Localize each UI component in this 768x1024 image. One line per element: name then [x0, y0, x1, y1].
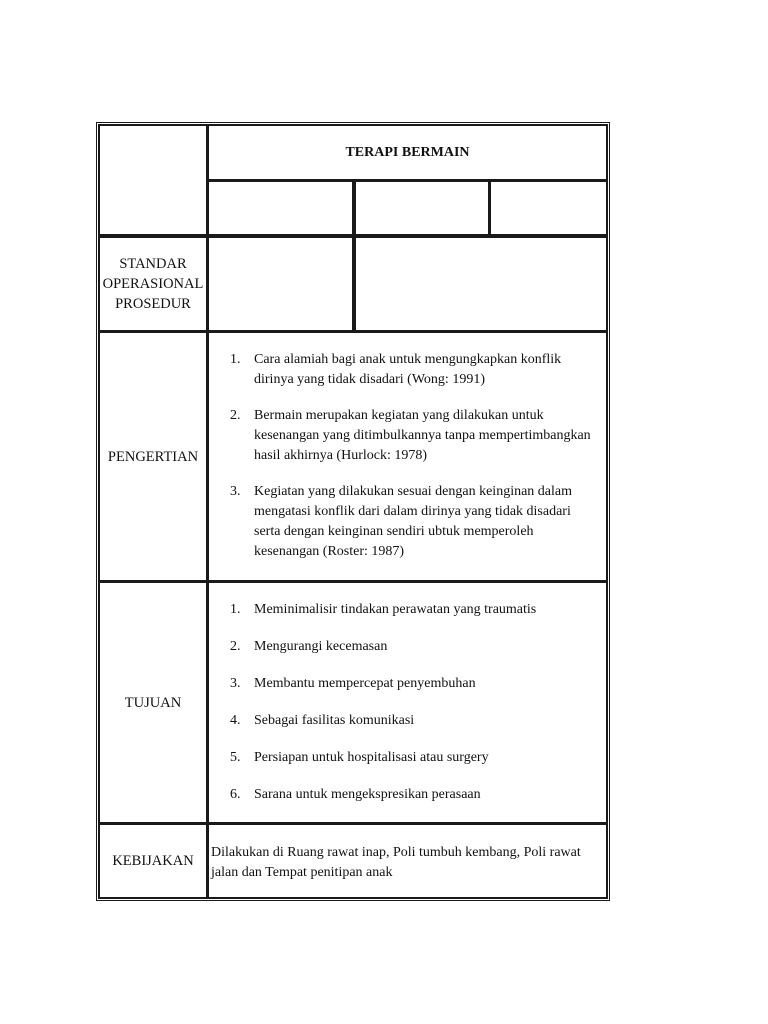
list-item [209, 482, 606, 562]
list-item [209, 748, 606, 768]
kebijakan-label: KEBIJAKAN [112, 853, 194, 869]
list-item [209, 637, 606, 657]
kebijakan-content-cell [207, 823, 608, 899]
pengertian-label-cell [98, 331, 208, 582]
list-line: dirinya yang tidak disadari (Wong: 1991) [254, 372, 485, 387]
list-line: kesenangan yang ditimbulkannya tanpa mempertimbangkan [254, 428, 591, 443]
doc-number-cell [207, 180, 354, 236]
list-item [209, 600, 606, 620]
revision-cell [354, 180, 490, 236]
list-number: 2. [230, 408, 241, 423]
list-line: hasil akhirnya (Hurlock: 1978) [254, 448, 428, 463]
pengertian-content-cell [207, 331, 608, 582]
list-number: 4. [230, 713, 241, 728]
list-line: mengatasi konflik dari dalam dirinya yang tidak disadari [254, 504, 571, 519]
list-text: Sarana untuk mengekspresikan perasaan [254, 787, 481, 802]
list-number: 1. [230, 602, 241, 617]
list-line: kesenangan (Roster: 1987) [254, 544, 405, 559]
logo-cell [98, 124, 208, 236]
date-issued-cell [207, 236, 354, 332]
sop-label-cell [98, 236, 208, 332]
list-text: Meminimalisir tindakan perawatan yang traumatis [254, 602, 537, 617]
pengertian-list [209, 350, 606, 562]
list-number: 5. [230, 750, 241, 765]
list-item [209, 406, 606, 466]
list-line: Kegiatan yang dilakukan sesuai dengan keinginan dalam [254, 484, 573, 499]
list-number: 1. [230, 352, 241, 367]
sop-label-line: STANDAR [119, 256, 187, 272]
list-item [209, 785, 606, 805]
list-item [209, 674, 606, 694]
page-cell [489, 180, 608, 236]
tujuan-label-cell [98, 581, 208, 824]
list-text: Persiapan untuk hospitalisasi atau surgery [254, 750, 489, 765]
list-text: Sebagai fasilitas komunikasi [254, 713, 415, 728]
document-title-text: TERAPI BERMAIN [345, 144, 470, 160]
tujuan-content-cell [207, 581, 608, 824]
list-item [209, 711, 606, 731]
list-number: 6. [230, 787, 241, 802]
kebijakan-line: jalan dan Tempat penitipan anak [211, 865, 393, 880]
list-number: 3. [230, 484, 241, 499]
list-line: Bermain merupakan kegiatan yang dilakukan untuk [254, 408, 544, 423]
sop-label-line: OPERASIONAL [102, 276, 204, 292]
list-text: Membantu mempercepat penyembuhan [254, 676, 476, 691]
kebijakan-line: Dilakukan di Ruang rawat inap, Poli tumbuh kembang, Poli rawat [211, 845, 581, 860]
kebijakan-label-cell [98, 823, 208, 899]
pengertian-label: PENGERTIAN [107, 448, 199, 465]
list-text: Mengurangi kecemasan [254, 639, 388, 654]
tujuan-label: TUJUAN [124, 694, 182, 711]
list-number: 3. [230, 676, 241, 691]
list-number: 2. [230, 639, 241, 654]
tujuan-list [209, 600, 606, 805]
approval-cell [354, 236, 608, 332]
sop-label-line: PROSEDUR [115, 296, 191, 312]
list-line: Cara alamiah bagi anak untuk mengungkapkan konflik [254, 352, 562, 367]
document-title [207, 124, 608, 181]
list-line: serta dengan keinginan sendiri ubtuk memperoleh [254, 524, 534, 539]
list-item [209, 350, 606, 390]
